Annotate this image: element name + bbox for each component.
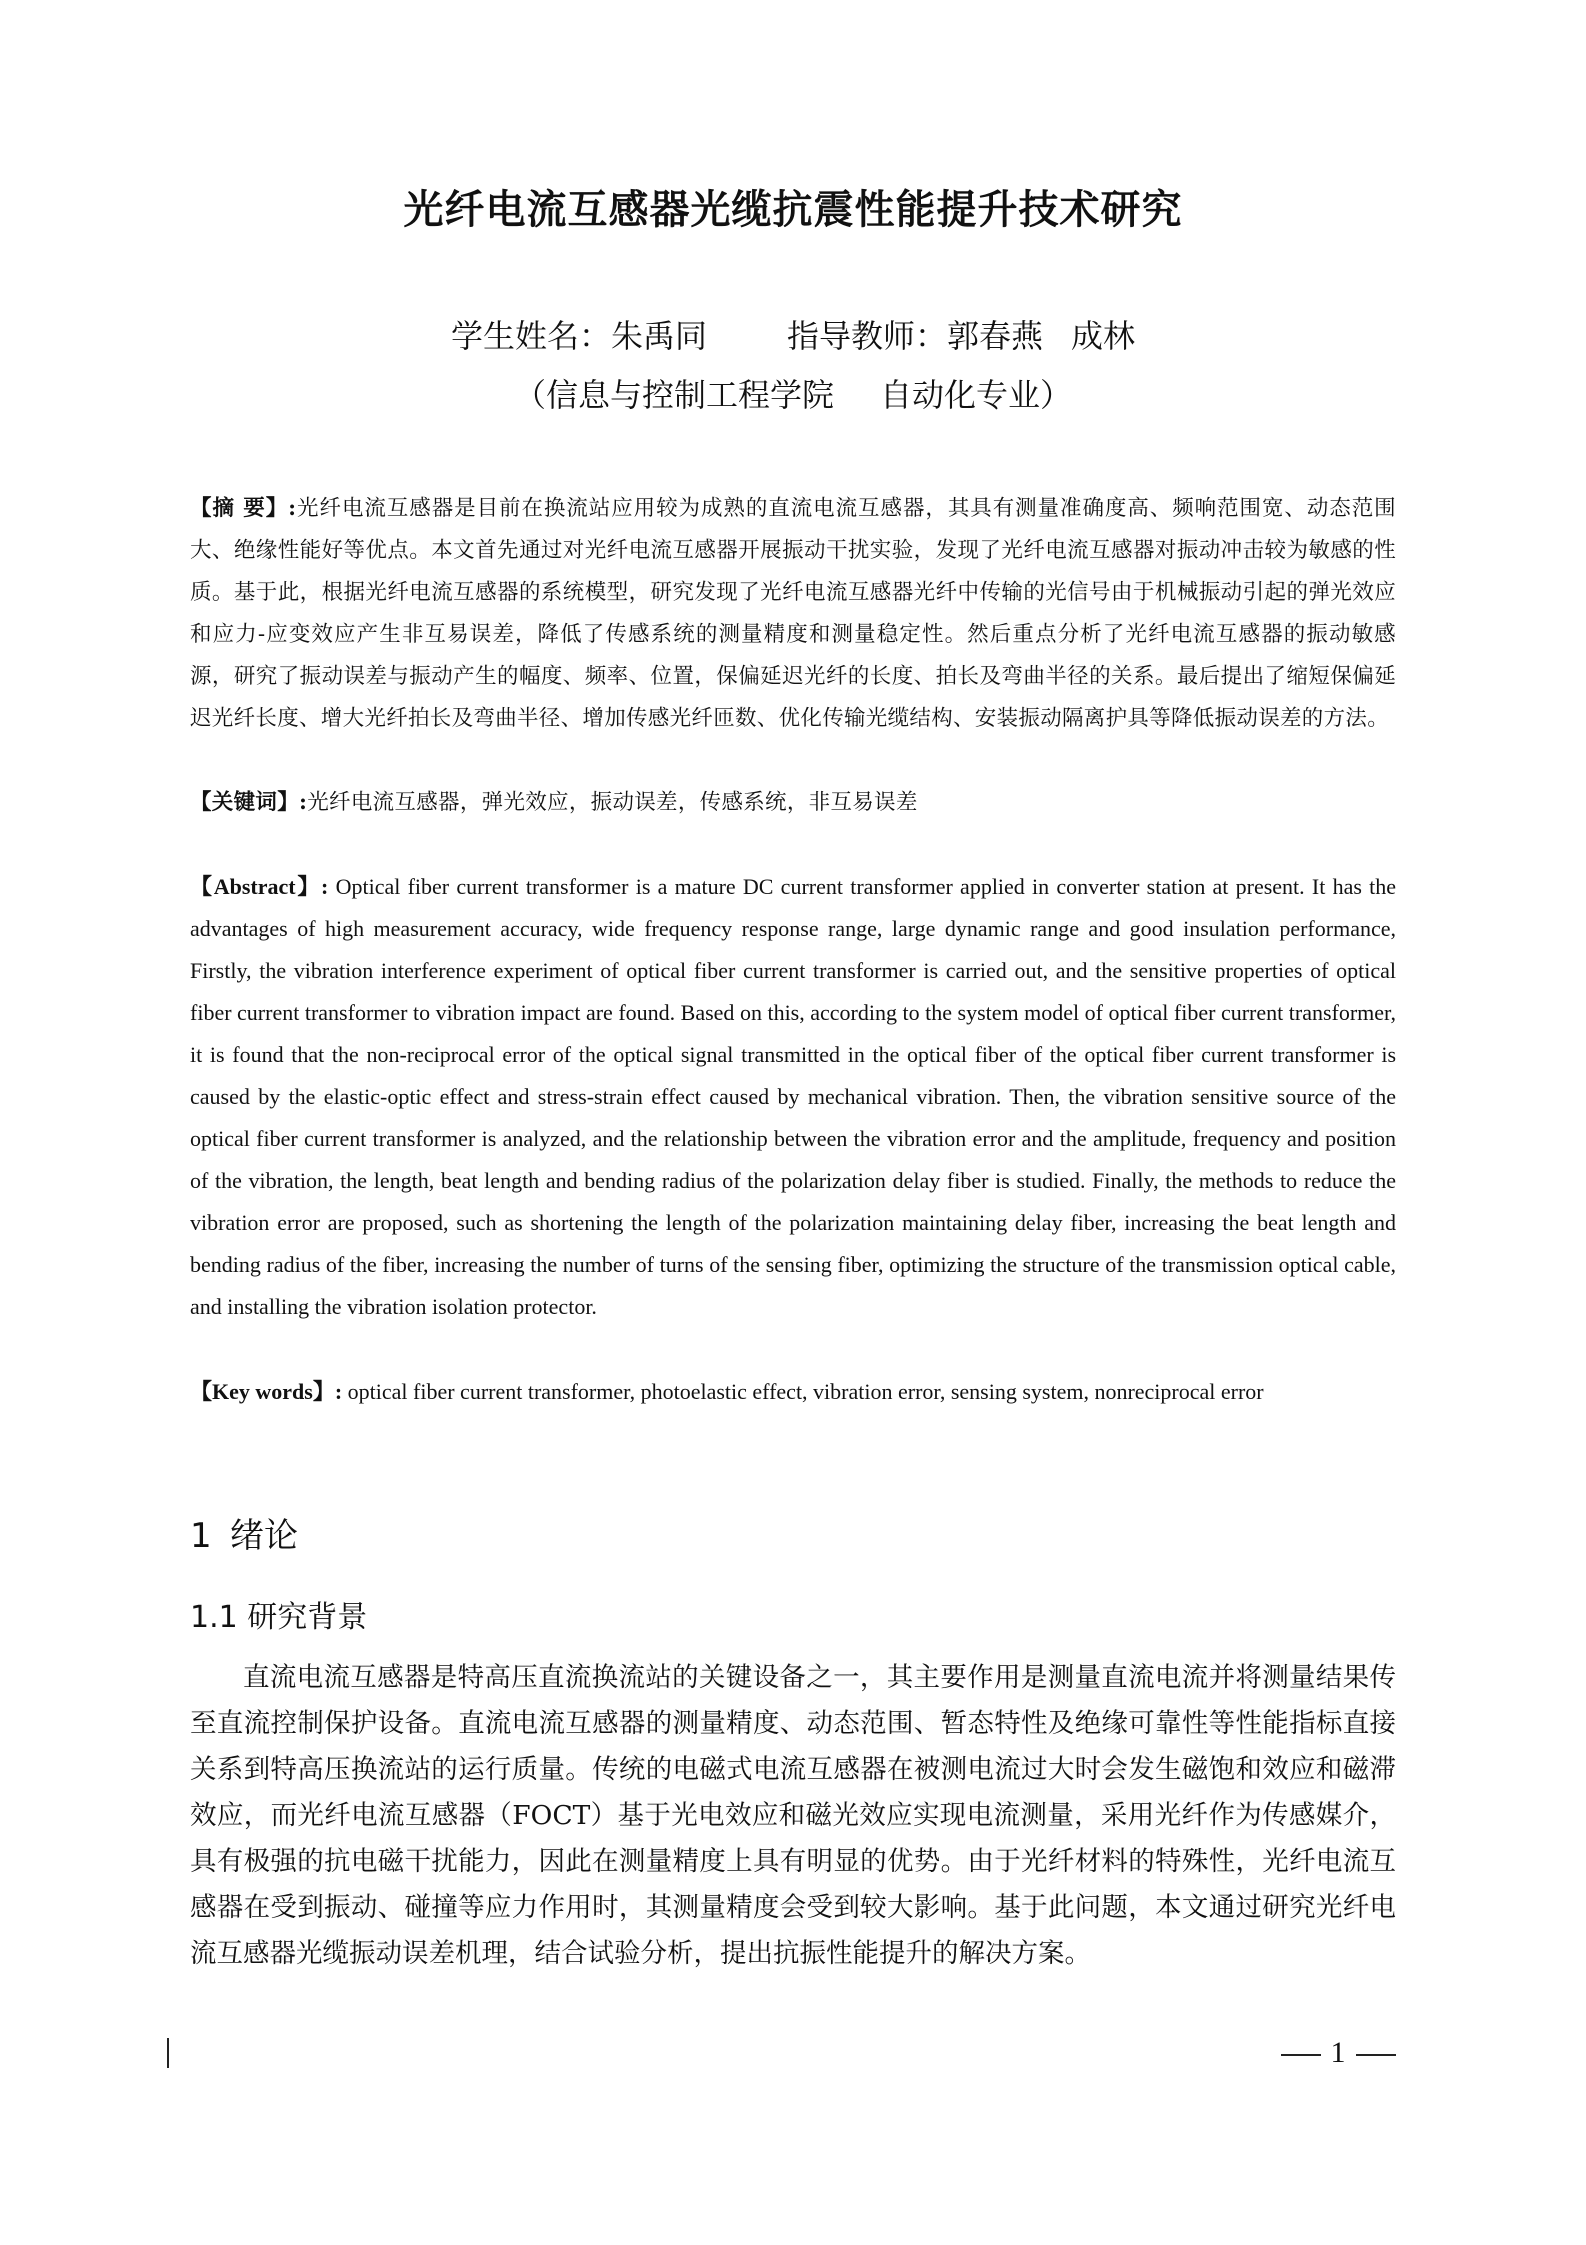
paper-title: 光纤电流互感器光缆抗震性能提升技术研究 (403, 187, 1183, 233)
page-number (1268, 2036, 1408, 2070)
abstract-zh-text: 光纤电流互感器是目前在换流站应用较为成熟的直流电流互感器，其具有测量准确度高、频响范围宽、动态范围大、绝缘性能好等优点。本文首先通过对光纤电流互感器开展振动干扰实验，发现了光纤电流互感器对振动冲击较为敏感的性质。基于此，根据光纤电流互感器的系统模型，研究发现了光纤电流互感器光纤中传输的光信号由于机械振动引起的弹光效应和应力-应变效应产生非互易误差，降低了传感系统的测量精度和测量稳定性。然后重点分析了光纤电流互感器的振动敏感源，研究了振动误差与振动产生的幅度、频率、位置，保偏延迟光纤的长度、拍长及弯曲半径的关系。最后提出了缩短保偏延迟光纤长度、增大光纤拍长及弯曲半径、增加传感光纤匝数、优化传输光缆结构、安装振动隔离护具等降低振动误差的方法。 (190, 496, 1396, 731)
keywords-en-label: 【Key words】: (190, 1379, 343, 1404)
margin-mark (167, 2038, 169, 2068)
advisor-name-1: 郭春燕 (947, 317, 1044, 355)
page-number-dash-left (1281, 2054, 1321, 2056)
affiliation-line (0, 372, 1586, 418)
student-name: 朱禹同 (610, 317, 707, 355)
keywords-zh-label: 【关键词】: (190, 790, 308, 815)
section-title: 绪论 (230, 1516, 298, 1556)
advisor-name-2: 成林 (1071, 317, 1136, 355)
section-number: 1 (190, 1516, 212, 1556)
section-heading-1 (190, 1508, 298, 1557)
advisor-label: 指导教师： (786, 317, 947, 355)
affiliation-close-paren: ） (1040, 376, 1073, 414)
student-label: 学生姓名： (450, 317, 611, 355)
abstract-zh (190, 488, 1396, 740)
keywords-en (190, 1371, 1396, 1413)
abstract-en-text: Optical fiber current transformer is a mature DC current transformer applied in converter station at present. It has the advantages of high measurement accuracy, wide frequency response range, large dynamic range and good insulation performance, Firstly, the vibration interference experiment of optical fiber current transformer is carried out, and the sensitive properties of optical fiber current transformer to vibration impact are found. Based on this, according to the system model of optical fiber current transformer, it is found that the non-reciprocal error of the optical signal transmitted in the optical fiber of the optical fiber current transformer is caused by the elastic-optic effect and stress-strain effect caused by mechanical vibration. Then, the vibration sensitive source of the optical fiber current transformer is analyzed, and the relationship between the vibration error and the amplitude, frequency and position of the vibration, the length, beat length and bending radius of the polarization delay fiber is studied. Finally, the methods to reduce the vibration error are proposed, such as shortening the length of the polarization maintaining delay fiber, increasing the beat length and bending radius of the fiber, increasing the number of turns of the sensing fiber, optimizing the structure of the transmission optical cable, and installing the vibration isolation protector. (190, 874, 1396, 1319)
abstract-en (190, 866, 1396, 1328)
keywords-en-text: optical fiber current transformer, photoelastic effect, vibration error, sensing system, nonreciprocal error (342, 1379, 1264, 1404)
affiliation-open-paren: （ (513, 376, 546, 414)
subsection-heading: 1.1 研究背景 (190, 1600, 368, 1635)
affiliation-school: 信息与控制工程学院 (545, 376, 834, 414)
page-number-value: 1 (1330, 2036, 1346, 2069)
abstract-en-label: 【Abstract】: (190, 874, 329, 899)
keywords-zh-text: 光纤电流互感器，弹光效应，振动误差，传感系统，非互易误差 (307, 790, 918, 815)
keywords-zh (190, 782, 1396, 824)
body-paragraph: 直流电流互感器是特高压直流换流站的关键设备之一，其主要作用是测量直流电流并将测量结果传至直流控制保护设备。直流电流互感器的测量精度、动态范围、暂态特性及绝缘可靠性等性能指标直接关系到特高压换流站的运行质量。传统的电磁式电流互感器在被测电流过大时会发生磁饱和效应和磁滞效应，而光纤电流互感器（FOCT）基于光电效应和磁光效应实现电流测量，采用光纤作为传感媒介，具有极强的抗电磁干扰能力，因此在测量精度上具有明显的优势。由于光纤材料的特殊性，光纤电流互感器在受到振动、碰撞等应力作用时，其测量精度会受到较大影响。基于此问题，本文通过研究光纤电流互感器光缆振动误差机理，结合试验分析，提出抗振性能提升的解决方案。 (190, 1662, 1396, 1969)
page-number-dash-right (1356, 2054, 1396, 2056)
abstract-zh-label: 【摘 要】: (190, 496, 297, 521)
affiliation-major: 自动化专业 (880, 376, 1041, 414)
author-line (0, 313, 1586, 359)
